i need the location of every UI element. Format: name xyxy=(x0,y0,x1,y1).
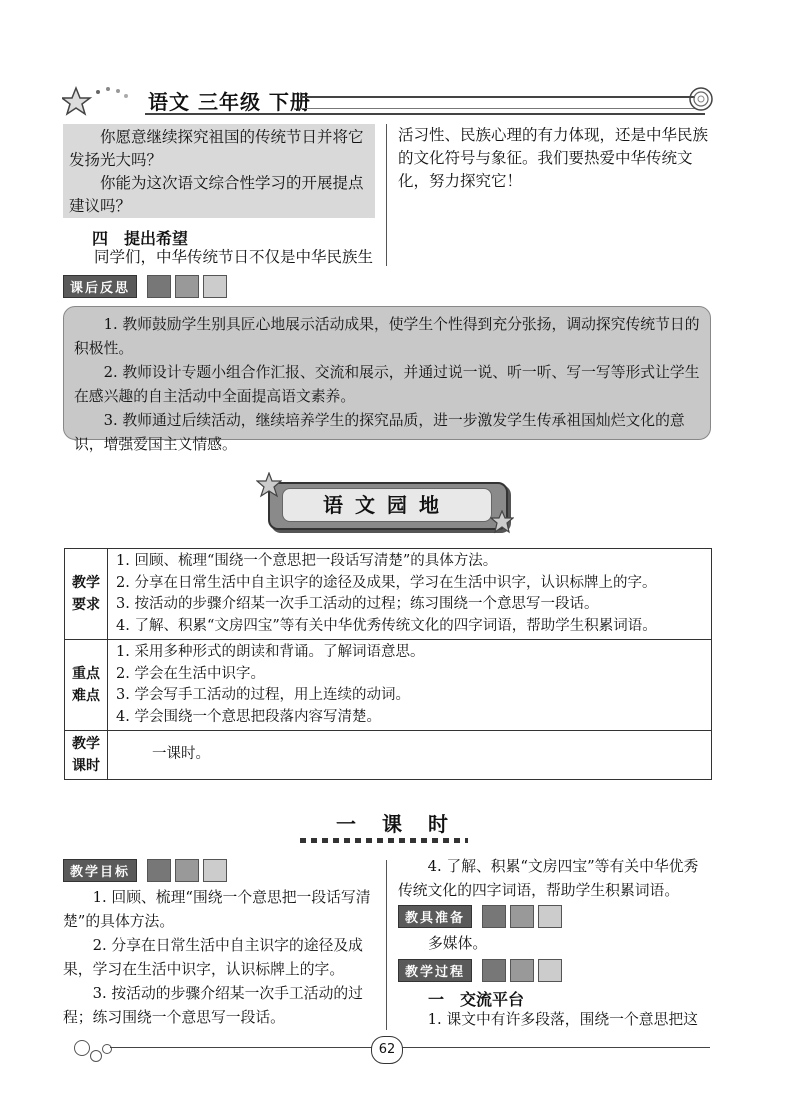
list-item: 2. 分享在日常生活中自主识字的途径及成果，学习在生活中识字，认识标牌上的字。 xyxy=(116,574,657,591)
objective-item: 2. 分享在日常生活中自主识字的途径及成果，学习在生活中识字，认识标牌上的字。 xyxy=(63,937,363,978)
row-label: 教学要求 xyxy=(65,549,108,640)
tag-square xyxy=(147,275,171,298)
footer-circle-icon xyxy=(90,1050,102,1062)
lesson-title: 一课时 xyxy=(336,812,474,836)
question-box xyxy=(63,124,375,218)
right-column-text: 活习性、民族心理的有力体现，还是中华民族的文化符号与象征。我们要热爱中华传统文化，努力探究它！ xyxy=(398,126,709,190)
list-item: 一课时。 xyxy=(152,746,210,763)
process-header xyxy=(398,959,562,982)
question-2: 你能为这次语文综合性学习的开展提点建议吗？ xyxy=(69,174,364,215)
page-number: 62 xyxy=(371,1036,403,1064)
section-4-text: 同学们，中华传统节日不仅是中华民族生 xyxy=(94,248,374,266)
list-item: 4. 学会围绕一个意思把段落内容写清楚。 xyxy=(116,708,381,725)
tools-header xyxy=(398,905,562,928)
header-spiral-icon xyxy=(688,86,714,116)
list-item: 3. 学会写手工活动的过程，用上连续的动词。 xyxy=(116,687,410,703)
question-1: 你愿意继续探究祖国的传统节日并将它发扬光大吗？ xyxy=(69,128,364,169)
list-item: 1. 回顾、梳理“围绕一个意思把一段话写清楚”的具体方法。 xyxy=(116,553,498,569)
reflection-item: 1. 教师鼓励学生别具匠心地展示活动成果，使学生个性得到充分张扬，调动探究传统节日的积极性。 xyxy=(74,316,700,357)
banner-star-icon xyxy=(490,510,514,538)
tag-square xyxy=(538,905,562,928)
tag-square xyxy=(510,959,534,982)
table-row xyxy=(65,731,712,780)
tools-text: 多媒体。 xyxy=(428,935,488,952)
section-4-title: 四 提出希望 xyxy=(92,229,189,248)
row-content xyxy=(108,549,712,640)
header-title: 语文 三年级 下册 xyxy=(148,90,311,114)
objectives-tag: 教学目标 xyxy=(63,859,137,882)
lesson-title-underline xyxy=(300,838,468,843)
tag-square xyxy=(482,959,506,982)
tag-square xyxy=(175,275,199,298)
objective-item-4: 4. 了解、积累“文房四宝”等有关中华优秀传统文化的四字词语，帮助学生积累词语。 xyxy=(398,858,699,899)
objective-item: 3. 按活动的步骤介绍某一次手工活动的过程；练习围绕一个意思写一段话。 xyxy=(63,985,363,1026)
reflection-box xyxy=(63,306,711,453)
banner-title: 语文园地 xyxy=(282,488,492,522)
footer-rule xyxy=(110,1047,710,1048)
footer-circle-icon xyxy=(102,1044,112,1054)
star-icon xyxy=(62,82,142,118)
tag-square xyxy=(538,959,562,982)
tag-square xyxy=(147,859,171,882)
process-text: 1. 课文中有许多段落，围绕一个意思把这 xyxy=(427,1011,698,1028)
reflection-item: 2. 教师设计专题小组合作汇报、交流和展示，并通过说一说、听一听、写一写等形式让学生在感兴趣的自主活动中全面提高语文素养。 xyxy=(74,364,700,405)
list-item: 1. 采用多种形式的朗读和背诵。了解词语意思。 xyxy=(116,644,425,660)
row-content xyxy=(108,640,712,731)
tag-square xyxy=(175,859,199,882)
reflection-header xyxy=(63,275,227,298)
table-row xyxy=(65,549,712,640)
row-label: 教学课时 xyxy=(65,731,108,780)
tools-tag: 教具准备 xyxy=(398,905,472,928)
tag-square xyxy=(510,905,534,928)
header-rule xyxy=(300,96,695,109)
list-item: 2. 学会在生活中识字。 xyxy=(116,665,265,682)
list-item: 4. 了解、积累“文房四宝”等有关中华优秀传统文化的四字词语，帮助学生积累词语。 xyxy=(116,617,657,634)
process-section-1: 一 交流平台 xyxy=(428,990,525,1009)
column-divider xyxy=(386,124,387,266)
objectives-table xyxy=(64,548,712,780)
row-label: 重点难点 xyxy=(65,640,108,731)
objectives-header xyxy=(63,859,227,882)
process-tag: 教学过程 xyxy=(398,959,472,982)
tag-square xyxy=(482,905,506,928)
tag-square xyxy=(203,275,227,298)
tag-square xyxy=(203,859,227,882)
reflection-item: 3. 教师通过后续活动，继续培养学生的探究品质，进一步激发学生传承祖国灿烂文化的意识，增强爱国主义情感。 xyxy=(74,412,685,453)
list-item: 3. 按活动的步骤介绍某一次手工活动的过程；练习围绕一个意思写一段话。 xyxy=(116,596,599,612)
reflection-tag: 课后反思 xyxy=(63,275,137,298)
header-underline xyxy=(145,113,705,115)
footer-circle-icon xyxy=(74,1040,90,1056)
column-divider xyxy=(386,860,387,1030)
table-row xyxy=(65,640,712,731)
header-star-decoration xyxy=(62,82,142,122)
objectives-list xyxy=(63,886,379,1030)
objective-item: 1. 回顾、梳理“围绕一个意思把一段话写清楚”的具体方法。 xyxy=(63,889,371,930)
banner-star-icon xyxy=(256,472,282,502)
row-content xyxy=(108,731,712,780)
